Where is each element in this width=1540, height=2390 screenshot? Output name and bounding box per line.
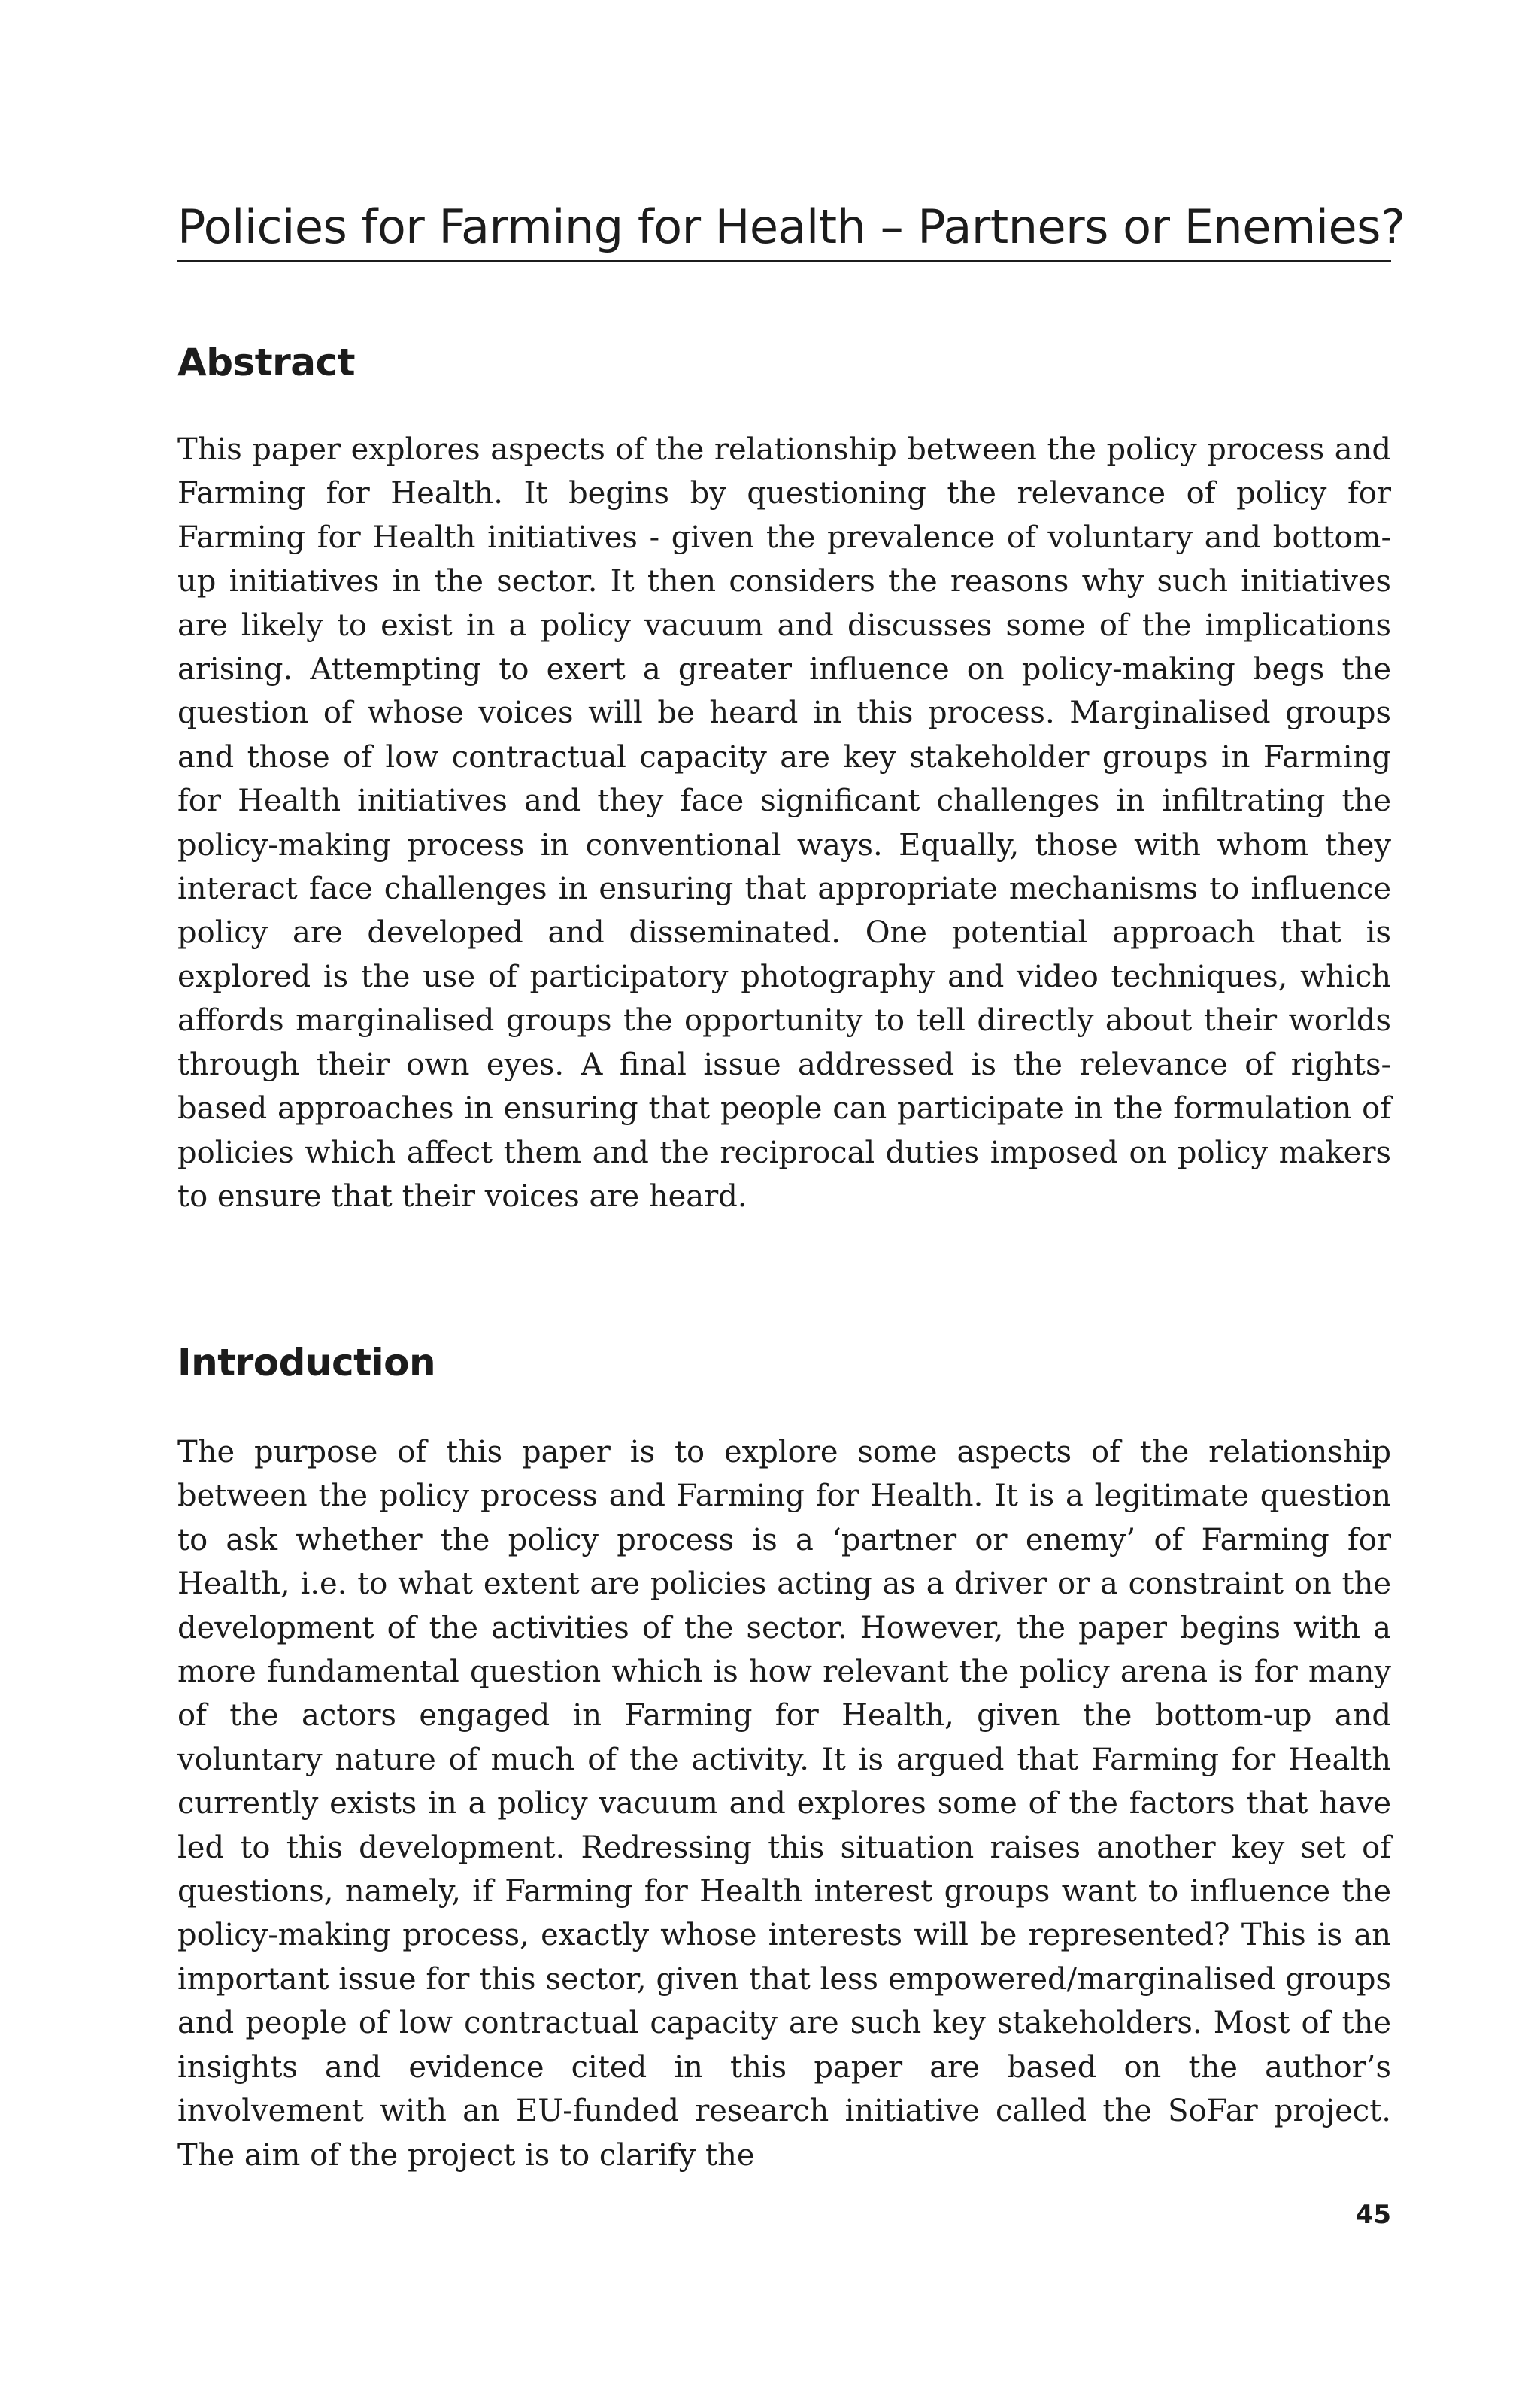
abstract-paragraph: This paper explores aspects of the relationship between the policy process and Farming for Health. It begins by questioning the relevance of policy for Farming for Health initiatives - given the prevalence of voluntary and bottom-up initiatives in the sector. It then considers the reasons why such initiatives are likely to exist in a policy vacuum and discusses some of the implications arising. Attempting to exert a greater influence on policy-making begs the question of whose voices will be heard in this process. Marginalised groups and those of low contractual capacity are key stakeholder groups in Farming for Health initiatives and they face significant challenges in infiltrating the policy-making process in conventional ways. Equally, those with whom they interact face challenges in ensuring that appropriate mechanisms to influence policy are developed and disseminated. One potential approach that is explored is the use of participatory photography and video techniques, which affords marginalised groups the opportunity to tell directly about their worlds through their own eyes. A final issue addressed is the relevance of rights-based approaches in ensuring that people can participate in the formulation of policies which affect them and the reciprocal duties imposed on policy makers to ensure that their voices are heard. bbox=[177, 432, 1391, 1214]
introduction-paragraph: The purpose of this paper is to explore some aspects of the relationship between the policy process and Farming for Health. It is a legitimate question to ask whether the policy process is a ‘partner or enemy’ of Farming for Health, i.e. to what extent are policies acting as a driver or a constraint on the development of the activities of the sector. However, the paper begins with a more fundamental question which is how relevant the policy arena is for many of the actors engaged in Farming for Health, given the bottom-up and voluntary nature of much of the activity. It is argued that Farming for Health currently exists in a policy vacuum and explores some of the factors that have led to this development. Redressing this situation raises another key set of questions, namely, if Farming for Health interest groups want to influence the policy-making process, exactly whose interests will be represented? This is an important issue for this sector, given that less empowered/marginalised groups and people of low contractual capacity are such key stakeholders. Most of the insights and evidence cited in this paper are based on the author’s involvement with an EU-funded research initiative called the SoFar project. The aim of the project is to clarify the bbox=[177, 1435, 1391, 2173]
book-page bbox=[177, 0, 1405, 2390]
abstract-heading: Abstract bbox=[177, 341, 356, 384]
title-underline-rule bbox=[177, 260, 1391, 262]
introduction-heading: Introduction bbox=[177, 1341, 436, 1385]
chapter-title: Policies for Farming for Health – Partners or Enemies? bbox=[177, 199, 1405, 254]
page-number: 45 bbox=[1355, 2200, 1391, 2230]
